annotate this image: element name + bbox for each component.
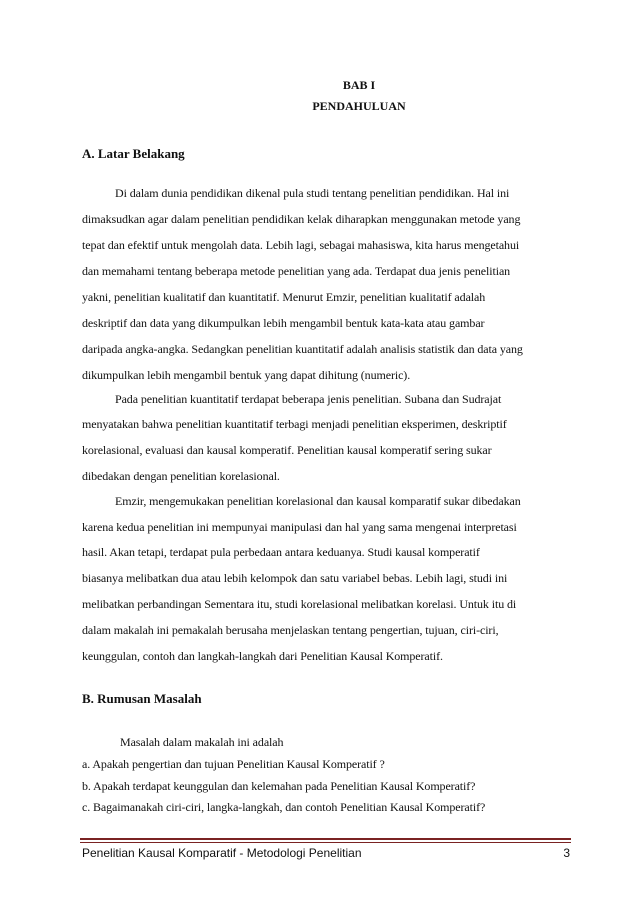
list-item: b. Apakah terdapat keunggulan dan kelemahan pada Penelitian Kausal Komperatif? (82, 779, 476, 793)
paragraph-line: dan memahami tentang beberapa metode penelitian yang ada. Terdapat dua jenis penelitian (82, 264, 511, 278)
paragraph-line: deskriptif dan data yang dikumpulkan lebih mengambil bentuk kata-kata atau gambar (82, 316, 485, 330)
paragraph-line: dimaksudkan agar dalam penelitian pendidikan kelak diharapkan menggunakan metode yang (82, 212, 521, 226)
section-b-heading: B. Rumusan Masalah (82, 691, 202, 706)
paragraph-line: daripada angka-angka. Sedangkan penelitian kuantitatif adalah analisis statistik dan data yang (82, 342, 523, 356)
footer-rule (80, 838, 571, 840)
paragraph-line: dalam makalah ini pemakalah berusaha menjelaskan tentang pengertian, tujuan, ciri-ciri, (82, 623, 499, 637)
page-number: 3 (563, 846, 570, 860)
paragraph-line: keunggulan, contoh dan langkah-langkah dari Penelitian Kausal Komperatif. (82, 649, 443, 663)
paragraph-line: melibatkan perbandingan Sementara itu, studi korelasional melibatkan korelasi. Untuk itu di (82, 597, 517, 611)
chapter-title: PENDAHULUAN (312, 99, 406, 113)
paragraph-line: yakni, penelitian kualitatif dan kuantitatif. Menurut Emzir, penelitian kualitatif adalah (82, 290, 486, 304)
chapter-number: BAB I (342, 78, 376, 92)
paragraph-line: tepat dan efektif untuk mengolah data. Lebih lagi, sebagai mahasiswa, kita harus mengetahui (82, 238, 520, 252)
footer-rule-thin (80, 842, 571, 843)
section-a-heading: A. Latar Belakang (82, 146, 185, 161)
paragraph-line: biasanya melibatkan dua atau lebih kelompok dan satu variabel bebas. Lebih lagi, studi ini (82, 571, 508, 585)
paragraph-line: dibedakan dengan penelitian korelasional. (82, 469, 280, 483)
list-item: a. Apakah pengertian dan tujuan Penelitian Kausal Komperatif ? (82, 757, 385, 771)
list-item: c. Bagaimanakah ciri-ciri, langka-langkah, dan contoh Penelitian Kausal Komperatif? (82, 800, 486, 814)
paragraph-line: hasil. Akan tetapi, terdapat pula perbedaan antara keduanya. Studi kausal komperatif (82, 545, 480, 559)
paragraph-line: korelasional, evaluasi dan kausal komperatif. Penelitian kausal komperatif sering sukar (82, 443, 492, 457)
paragraph-line: Masalah dalam makalah ini adalah (120, 735, 284, 749)
paragraph-line: Pada penelitian kuantitatif terdapat beberapa jenis penelitian. Subana dan Sudrajat (115, 392, 502, 406)
paragraph-line: karena kedua penelitian ini mempunyai manipulasi dan hal yang sama mengenai interpretasi (82, 520, 517, 534)
paragraph-line: Di dalam dunia pendidikan dikenal pula studi tentang penelitian pendidikan. Hal ini (115, 186, 510, 200)
paragraph-line: Emzir, mengemukakan penelitian korelasional dan kausal komparatif sukar dibedakan (115, 494, 521, 508)
footer-text: Penelitian Kausal Komparatif - Metodologi Penelitian (82, 846, 362, 860)
paragraph-line: menyatakan bahwa penelitian kuantitatif terbagi menjadi penelitian eksperimen, deskriptif (82, 417, 507, 431)
paragraph-line: dikumpulkan lebih mengambil bentuk yang dapat dihitung (numeric). (82, 368, 411, 382)
